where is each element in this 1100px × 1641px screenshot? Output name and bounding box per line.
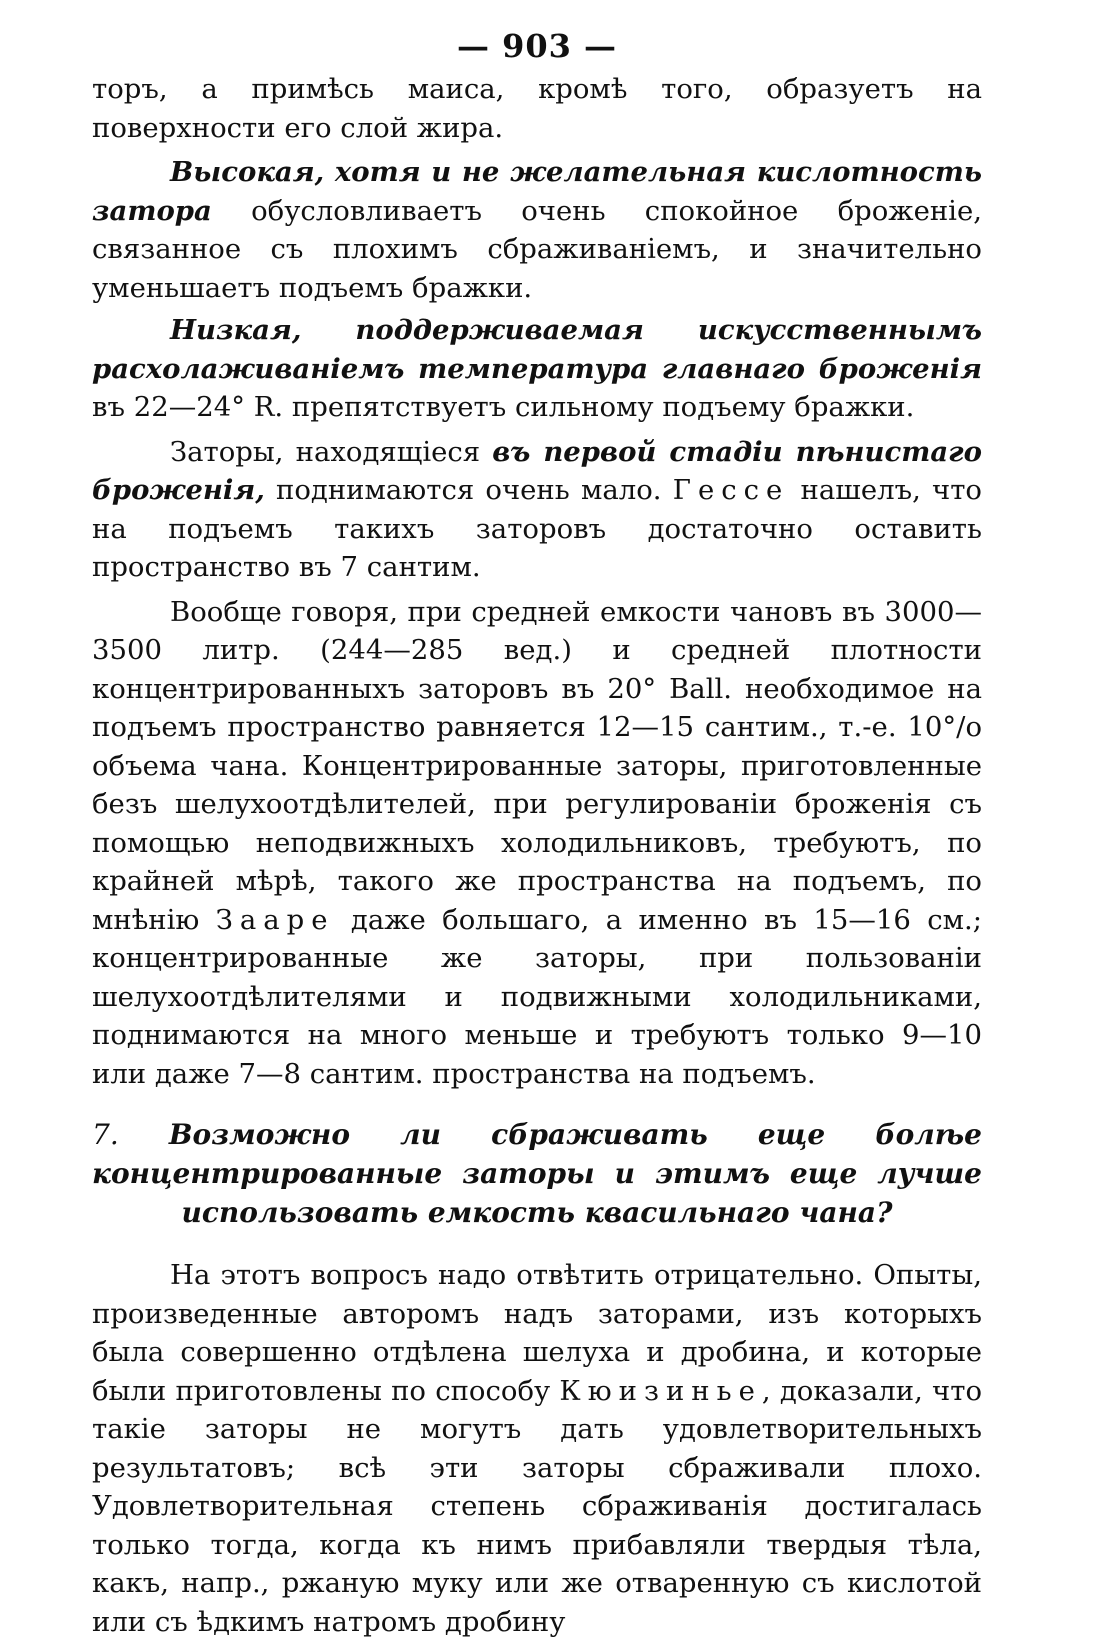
section-heading-text: Возможно ли сбраживать еще болѣе концентрированные заторы и этимъ еще лучше использовать емкость квасильнаго чана? [92, 1118, 982, 1229]
paragraph-6-text-a: На этотъ вопросъ надо отвѣтить отрицательно. Опыты, произведенные авторомъ надъ заторами, изъ которыхъ была совершенно отдѣлена шелуха и дробина, и которые были приготовлены по способу [92, 1259, 982, 1407]
paragraph-5-text-b: даже большаго, а именно въ 15—16 см.; концентрированные же заторы, при пользованіи шелухоотдѣлителями и подвижными холодильниками, поднимаются на много меньше и требуютъ только 9—10 или даже 7—8 сантим. пространства на подъемъ. [92, 903, 982, 1090]
section-number: 7. [92, 1118, 119, 1151]
paragraph-5-text-a: Вообще говоря, при средней емкости чановъ въ 3000—3500 литр. (244—285 вед.) и средней плотности концентрированныхъ заторовъ въ 20° Ball. необходимое на подъемъ пространство равняется 12—15 сантим., т.-е. 10°/о объема чана. Концентрированные заторы, приготовленные безъ шелухоотдѣлителей, при регулированіи броженія съ помощью неподвижныхъ холодильниковъ, требуютъ, по крайней мѣрѣ, такого же пространства на подъемъ, по мнѣнію [92, 595, 982, 936]
paragraph-4-text-a: Заторы, находящіеся [170, 435, 493, 468]
paragraph-4-emphasis: въ первой стадіи пѣнистаго броженія, [92, 435, 982, 506]
paragraph-4 [92, 433, 982, 587]
paragraph-3 [92, 311, 982, 427]
author-name-zaare: Зааре [215, 903, 335, 936]
author-name-hesse: Гессе [672, 474, 790, 506]
paragraph-6-text-b: , доказали, что такіе заторы не могутъ дать удовлетворительныхъ результатовъ; всѣ эти заторы сбраживали плохо. Удовлетворительная степень сбраживанія достигалась только тогда, когда къ нимъ прибавляли твердыя тѣла, какъ, напр., ржаную муку или же отваренную съ кислотой или съ ѣдкимъ натромъ дробину [92, 1374, 982, 1638]
paragraph-6 [92, 1256, 982, 1641]
paragraph-3-text: въ 22—24° R. препятствуетъ сильному подъему бражки. [92, 391, 915, 423]
paragraph-2 [92, 153, 982, 307]
paragraph-4-text-c: нашелъ, что на подъемъ такихъ заторовъ достаточно оставить пространство въ 7 сантим. [92, 474, 982, 583]
paragraph-2-text: обусловливаетъ очень спокойное броженіе, связанное съ плохимъ сбраживаніемъ, и значительно уменьшаетъ подъемъ бражки. [92, 194, 982, 304]
paragraph-1-text: торъ, а примѣсь маиса, кромѣ того, образуетъ на поверхности его слой жира. [92, 73, 982, 144]
paragraph-5 [92, 593, 982, 1094]
section-heading [92, 1115, 982, 1232]
author-name-cuisinier: Кюизинье [559, 1374, 762, 1407]
document-page [92, 0, 982, 1638]
page-number: — 903 — [456, 27, 618, 65]
paragraph-3-emphasis: Низкая, поддерживаемая искусственнымъ расхолаживаніемъ температура главнаго броженія [92, 314, 982, 385]
paragraph-2-emphasis: Высокая, хотя и не желательная кислотность затора [92, 156, 982, 227]
paragraph-4-text-b: поднимаются очень мало. [264, 474, 673, 506]
paragraph-1 [92, 70, 982, 147]
